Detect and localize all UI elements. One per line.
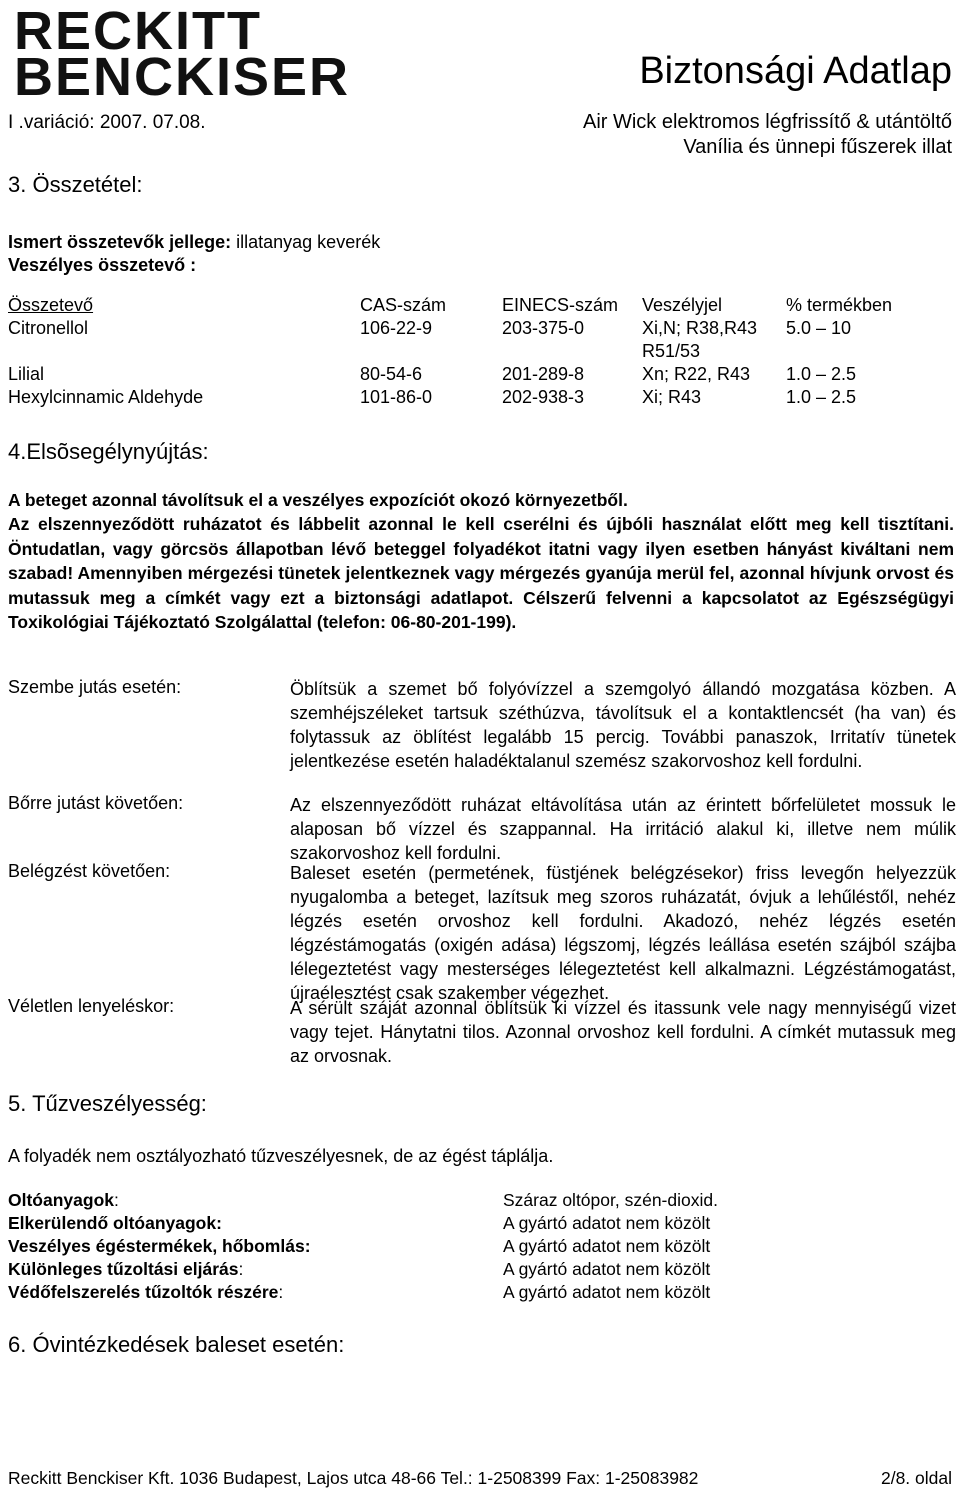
fire-label-procedure [8, 1258, 243, 1281]
table-row [8, 317, 926, 363]
table-cell: Xi; R43 [642, 387, 702, 407]
col-header-hazard: Veszélyjel [642, 295, 723, 315]
first-aid-general: Az elszennyeződött ruházatot és lábbelit azonnal le kell cserélni és újbóli használat előtt meg kell tisztítani. Öntudatlan, vagy görcsös állapotban lévő beteggel folyadékot itatni vagy ilyen esetben hányást kiváltani nem szabad! Amennyiben mérgezési tünetek jelentkeznek vagy mérgezés gyanúja merül fel, azonnal hívjunk orvost és mutassuk meg a címkét vagy ezt a biztonsági adatlapot. Célszerű felvenni a kapcsolatot az Egészségügyi Toxikológiai Tájékoztató Szolgálattal (telefon: 06-80-201-199). [8, 514, 954, 632]
col-header-cas: CAS-szám [360, 295, 447, 315]
eye-contact-text: Öblítsük a szemet bő folyóvízzel a szemgolyó állandó mozgatása közben. A szemhéjszéleket tartsuk széthúzva, távolítsuk el a kontaktlencsét (ha van) és folytassuk az öblítést legalább 15 percig. További panaszok, Irritatív tünetek jelentkezése esetén haladéktalanul szemész szakorvoshoz kell fordulni. [290, 679, 956, 771]
logo-line-1: RECKITT [14, 1, 262, 61]
skin-contact-label: Bőrre jutást követően: [8, 793, 184, 813]
fire-label-text: Veszélyes égéstermékek, hőbomlás [8, 1236, 305, 1256]
fire-label-text: Különleges tűzoltási eljárás [8, 1259, 239, 1279]
section-6-heading: 6. Óvintézkedések baleset esetén: [8, 1332, 345, 1357]
document-title: Biztonsági Adatlap [639, 50, 952, 92]
fire-value: A gyártó adatot nem közölt [503, 1282, 711, 1302]
fire-label-colon: : [114, 1190, 119, 1210]
fire-label-colon: : [238, 1259, 244, 1279]
table-cell: Hexylcinnamic Aldehyde [8, 387, 204, 407]
table-row [8, 363, 926, 386]
fire-label-products [8, 1235, 311, 1258]
fire-label-extinguishing [8, 1189, 119, 1212]
inhalation-label: Belégzést követően: [8, 861, 171, 881]
eye-contact-label: Szembe jutás esetén: [8, 677, 182, 697]
fire-value: A gyártó adatot nem közölt [503, 1236, 711, 1256]
fire-label-equipment [8, 1281, 283, 1304]
hazardous-label: Veszélyes összetevő : [8, 255, 197, 275]
fire-value: Száraz oltópor, szén-dioxid. [503, 1190, 718, 1210]
product-line-2: Vanília és ünnepi fűszerek illat [683, 136, 952, 158]
first-aid-intro: A beteget azonnal távolítsuk el a veszélyes expozíciót okozó környezetből. [8, 490, 628, 510]
nature-row [8, 230, 380, 254]
fire-label-text: Oltóanyagok [8, 1190, 114, 1210]
ingestion-label: Véletlen lenyeléskor: [8, 996, 175, 1016]
table-cell: 101-86-0 [360, 387, 433, 407]
section-5-heading: 5. Tűzveszélyesség: [8, 1091, 207, 1116]
fire-value: A gyártó adatot nem közölt [503, 1213, 711, 1233]
col-header-component: Összetevő [8, 295, 94, 315]
skin-contact-text: Az elszennyeződött ruházat eltávolítása után az érintett bőrfelületet mossuk le alaposan bő vízzel és szappannal. Ha irritáció alakul ki, illetve nem múlik szakorvoshoz kell fordulni. [290, 795, 956, 863]
version-date: I .variáció: 2007. 07.08. [8, 112, 206, 133]
table-cell: 1.0 – 2.5 [786, 387, 857, 407]
company-logo [14, 1, 351, 107]
table-cell: 5.0 – 10 [786, 318, 852, 338]
product-name [583, 110, 952, 160]
fire-value: A gyártó adatot nem közölt [503, 1259, 711, 1279]
footer-company: Reckitt Benckiser Kft. 1036 Budapest, Lajos utca 48-66 Tel.: 1-2508399 Fax: 1-25083982 [8, 1468, 699, 1488]
table-cell: 203-375-0 [502, 318, 585, 338]
table-cell: 201-289-8 [502, 364, 585, 384]
table-cell: Xn; R22, R43 [642, 364, 751, 384]
footer-page-number: 2/8. oldal [880, 1468, 952, 1488]
section-3-heading: 3. Összetétel: [8, 172, 143, 197]
logo-line-2: BENCKISER [14, 47, 351, 107]
inhalation-text: Baleset esetén (permetének, füstjének belégzésekor) friss levegőn helyezzük nyugalomba a beteget, lazítsuk meg szoros ruházatát, óvjuk a lehűléstől, nehéz légzés esetén orvoshoz kell fordulni. Akadozó, nehéz légzés esetén légzéstámogatás (oxigén adása) légszomj, légzés leállása esetén szájból szájba lélegeztetést vagy mesterséges lélegeztetést kell alkalmazni. Légzéstámogatást, újraélesztést csak szakember végezhet. [290, 863, 956, 1003]
fire-label-colon: : [278, 1282, 284, 1302]
fire-label-text: Védőfelszerelés tűzoltók részére [8, 1282, 279, 1302]
section-4-heading: 4.Elsõsegélynyújtás: [8, 439, 209, 464]
fire-label-avoid [8, 1212, 222, 1235]
table-row [8, 386, 926, 409]
nature-value: illatanyag keverék [236, 232, 381, 252]
col-header-einecs: EINECS-szám [502, 295, 619, 315]
ingestion-text: A sérült száját azonnal öblítsük ki vízzel és itassunk vele nagy mennyiségű vizet vagy tejet. Hánytatni tilos. Azonnal orvoshoz kell fordulni. A címkét mutassuk meg az orvosnak. [290, 998, 956, 1066]
components-table [8, 294, 926, 409]
product-line-1: Air Wick elektromos légfrissítő & utántöltő [582, 111, 952, 133]
fire-intro: A folyadék nem osztályozható tűzveszélyesnek, de az égést táplálja. [8, 1146, 554, 1166]
col-header-percent: % termékben [786, 295, 893, 315]
table-cell: 80-54-6 [360, 364, 423, 384]
table-header-row [8, 294, 926, 317]
table-cell: 106-22-9 [360, 318, 433, 338]
table-cell: 1.0 – 2.5 [786, 364, 857, 384]
table-cell: Lilial [8, 364, 45, 384]
table-cell: Xi,N; R38,R43 R51/53 [642, 318, 758, 361]
fire-label-colon: : [304, 1236, 311, 1256]
fire-label-colon: : [216, 1213, 222, 1233]
table-cell: 202-938-3 [502, 387, 585, 407]
page-footer [8, 1468, 952, 1489]
table-cell: Citronellol [8, 318, 89, 338]
fire-label-text: Elkerülendő oltóanyagok [8, 1213, 217, 1233]
nature-label: Ismert összetevők jellege: [8, 232, 232, 252]
